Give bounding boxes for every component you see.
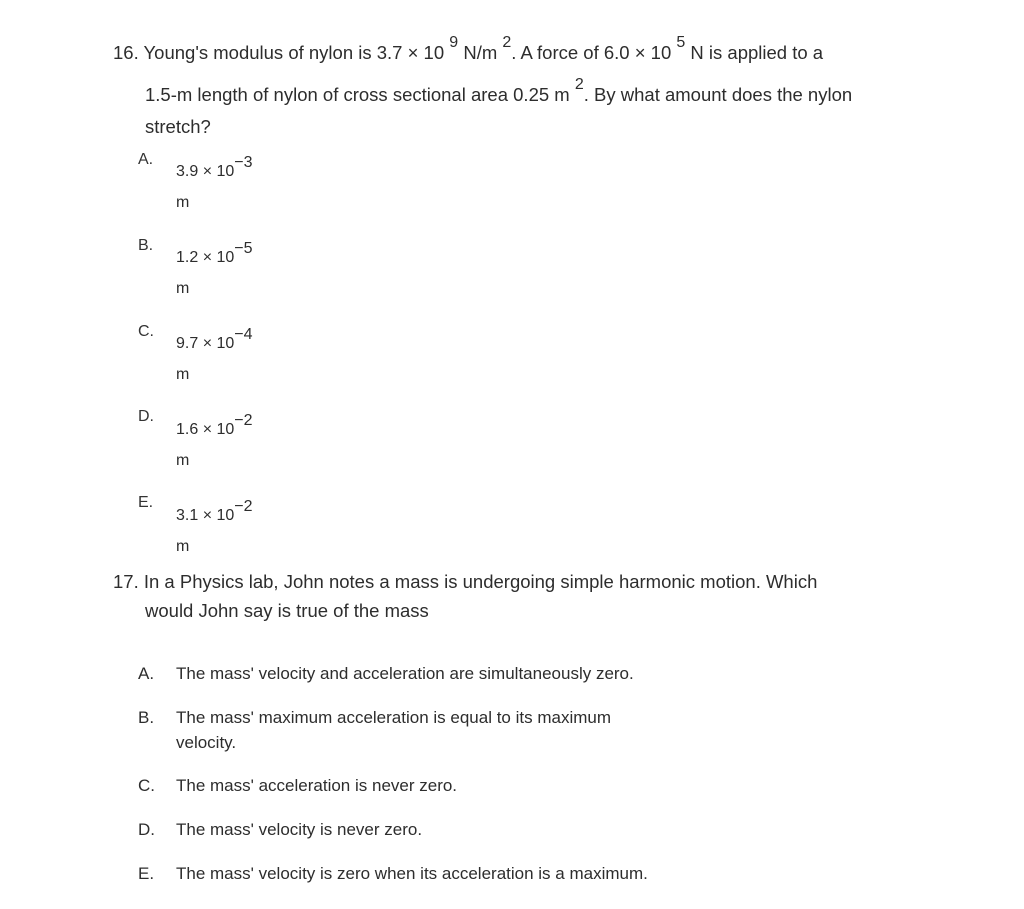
q17-line-1 bbox=[113, 571, 817, 593]
q16-superscript: 2 bbox=[502, 34, 512, 51]
q17-option-b-text-cont[interactable]: velocity. bbox=[176, 733, 237, 752]
q17-option-a-letter[interactable]: A. bbox=[138, 664, 155, 683]
q17-option-d-letter[interactable]: D. bbox=[138, 820, 155, 839]
q16-text-part: N is applied to a bbox=[690, 42, 824, 63]
q16-option-b-unit: m bbox=[176, 280, 190, 297]
q17-option-e-letter[interactable]: E. bbox=[138, 864, 155, 883]
q16-line-2 bbox=[145, 76, 853, 106]
q17-line-2: would John say is true of the mass bbox=[145, 600, 429, 621]
q17-option-d-text[interactable]: The mass' velocity is never zero. bbox=[176, 820, 423, 839]
q16-line-1 bbox=[113, 34, 824, 64]
q17-text-part: In a Physics lab, John notes a mass is undergoing simple harmonic motion. Which bbox=[143, 571, 818, 592]
option-exponent: −2 bbox=[234, 498, 253, 515]
option-mantissa: 1.6 × 10 bbox=[176, 421, 235, 438]
q16-option-a-letter[interactable]: A. bbox=[138, 151, 154, 168]
option-exponent: −4 bbox=[234, 326, 253, 343]
q16-text-part: . A force of 6.0 × 10 bbox=[511, 42, 672, 63]
q16-option-e-value[interactable] bbox=[176, 498, 253, 525]
q16-option-c-letter[interactable]: C. bbox=[138, 323, 154, 340]
q16-option-c-value[interactable] bbox=[176, 326, 253, 353]
q16-option-d-value[interactable] bbox=[176, 412, 253, 439]
q16-option-a-value[interactable] bbox=[176, 154, 253, 181]
q17-option-e-text[interactable]: The mass' velocity is zero when its acceleration is a maximum. bbox=[176, 864, 648, 883]
q16-superscript: 5 bbox=[676, 34, 686, 51]
q17-number: 17. bbox=[113, 571, 139, 592]
q16-option-a-unit: m bbox=[176, 194, 190, 211]
q16-option-d-letter[interactable]: D. bbox=[138, 408, 154, 425]
q16-option-b-value[interactable] bbox=[176, 240, 253, 267]
q16-line-3: stretch? bbox=[145, 116, 211, 137]
q16-superscript: 2 bbox=[574, 76, 584, 93]
q17-option-b-text[interactable]: The mass' maximum acceleration is equal to its maximum bbox=[176, 708, 611, 727]
q16-option-e-unit: m bbox=[176, 538, 190, 555]
q16-option-d-unit: m bbox=[176, 452, 190, 469]
q16-option-b-letter[interactable]: B. bbox=[138, 237, 154, 254]
option-mantissa: 1.2 × 10 bbox=[176, 249, 235, 266]
q16-text-part: Young's modulus of nylon is 3.7 × 10 bbox=[143, 42, 445, 63]
q17-option-c-letter[interactable]: C. bbox=[138, 776, 155, 795]
option-exponent: −3 bbox=[234, 154, 253, 171]
q16-text-part: . By what amount does the nylon bbox=[583, 84, 853, 105]
q17-option-a-text[interactable]: The mass' velocity and acceleration are simultaneously zero. bbox=[176, 664, 634, 683]
q16-superscript: 9 bbox=[449, 34, 459, 51]
q16-number: 16. bbox=[113, 42, 139, 63]
q16-option-e-letter[interactable]: E. bbox=[138, 494, 154, 511]
q17-option-c-text[interactable]: The mass' acceleration is never zero. bbox=[176, 776, 458, 795]
option-mantissa: 3.9 × 10 bbox=[176, 163, 235, 180]
option-exponent: −2 bbox=[234, 412, 253, 429]
option-mantissa: 3.1 × 10 bbox=[176, 507, 235, 524]
q16-option-c-unit: m bbox=[176, 366, 190, 383]
option-mantissa: 9.7 × 10 bbox=[176, 335, 235, 352]
q16-text-part: 1.5-m length of nylon of cross sectional area 0.25 m bbox=[145, 84, 570, 105]
option-exponent: −5 bbox=[234, 240, 253, 257]
q16-text-part: N/m bbox=[463, 42, 498, 63]
q17-option-b-letter[interactable]: B. bbox=[138, 708, 155, 727]
